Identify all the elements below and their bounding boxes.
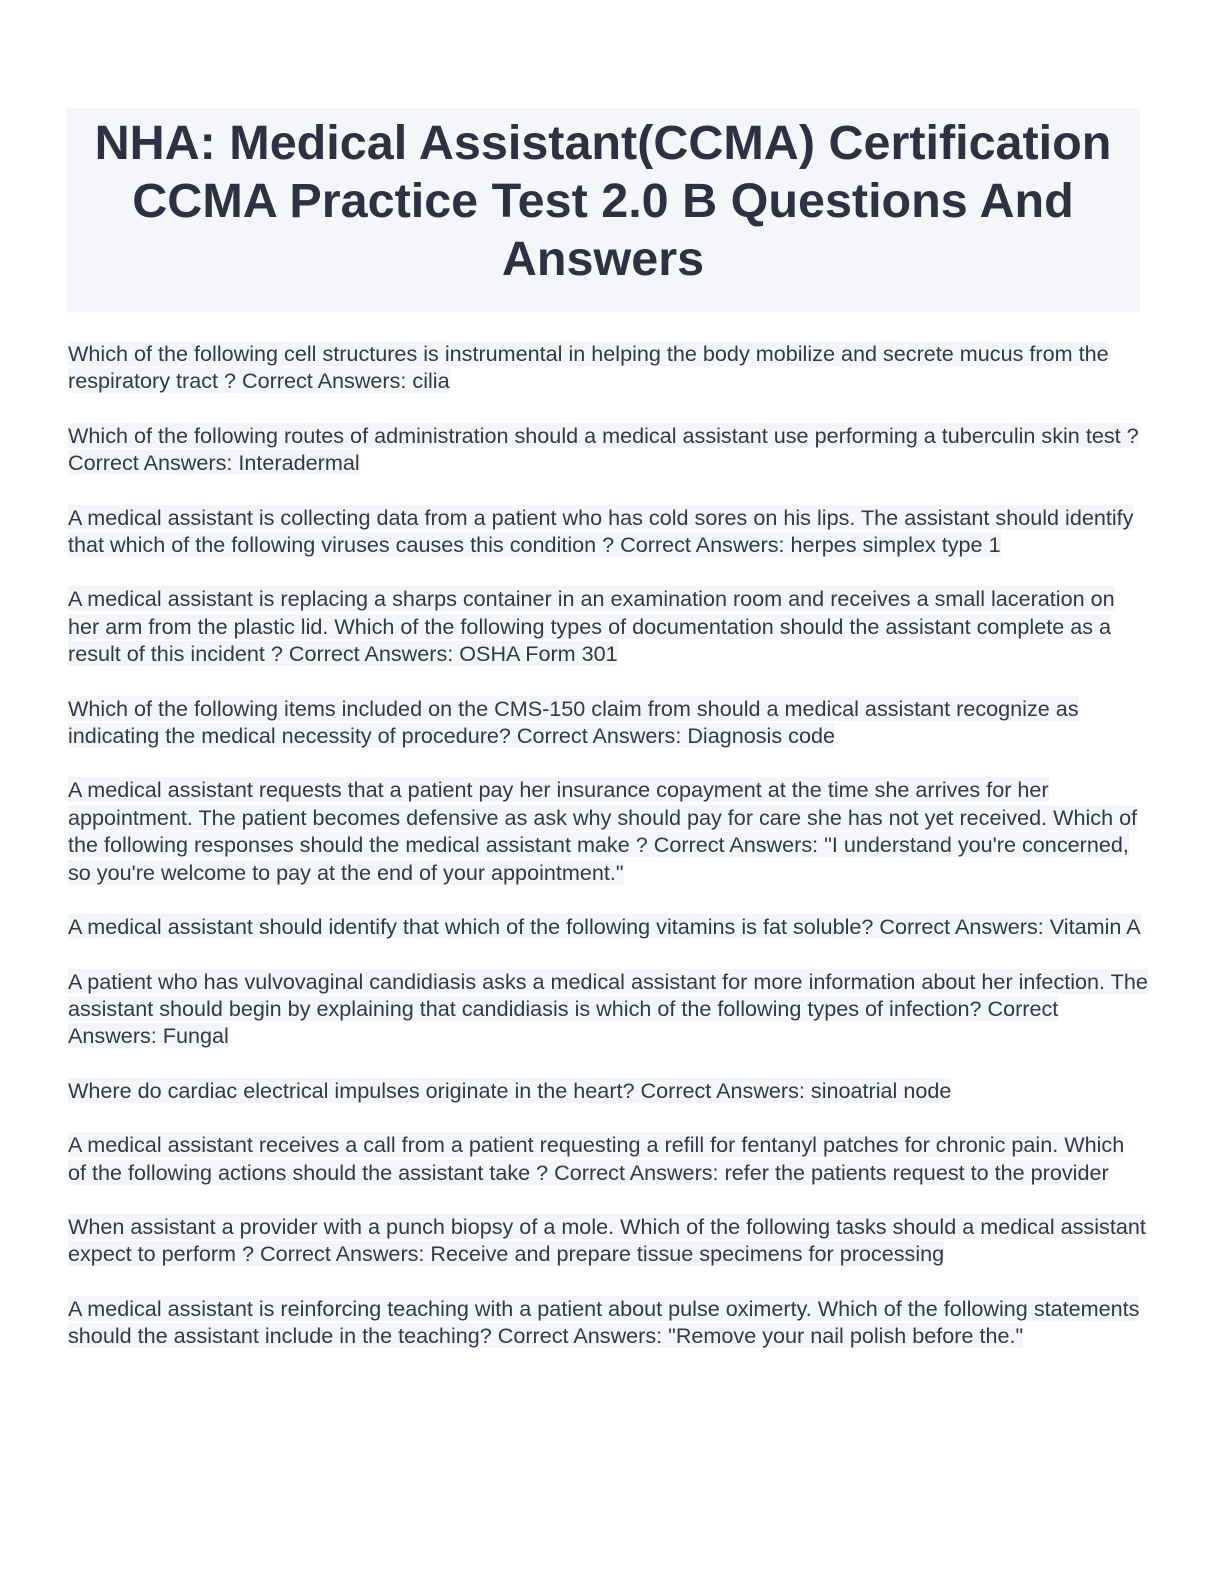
qa-text: A medical assistant is collecting data from a patient who has cold sores on his lips. The assistant should identify that which of the following viruses causes this condition ? Correct Answers: herpes simplex type 1 (68, 504, 1134, 558)
qa-item (68, 695, 1148, 750)
qa-item (68, 422, 1148, 477)
qa-item (68, 340, 1148, 395)
title-banner (66, 108, 1140, 312)
qa-item (68, 1213, 1148, 1268)
qa-text: A medical assistant receives a call from a patient requesting a refill for fentanyl patches for chronic pain. Which of the following actions should the assistant take ? Correct Answers: refer the patients request to the provider (68, 1132, 1125, 1185)
page-title: NHA: Medical Assistant(CCMA) Certification CCMA Practice Test 2.0 B Questions And Answers (94, 116, 1112, 286)
qa-text: A medical assistant requests that a patient pay her insurance copayment at the time she arrives for her appointment. The patient becomes defensive as ask why should pay for care she has not yet received. Which of the following responses should the medical assistant make ? Correct Answers: "I understand you're concerned, so you're welcome to pay at the end of your appointment." (68, 777, 1138, 885)
qa-text: Where do cardiac electrical impulses originate in the heart? Correct Answers: sinoatrial node (68, 1077, 952, 1103)
qa-text: Which of the following cell structures is instrumental in helping the body mobilize and secrete mucus from the respiratory tract ? Correct Answers: cilia (68, 341, 1109, 394)
qa-text: A medical assistant should identify that which of the following vitamins is fat soluble? Correct Answers: Vitamin A (68, 914, 1141, 940)
qa-text: When assistant a provider with a punch biopsy of a mole. Which of the following tasks should a medical assistant expect to perform ? Correct Answers: Receive and prepare tissue specimens for processing (68, 1213, 1146, 1267)
qa-list (68, 340, 1148, 1377)
qa-text: Which of the following items included on the CMS-150 claim from should a medical assistant recognize as indicating the medical necessity of procedure? Correct Answers: Diagnosis code (68, 695, 1079, 749)
qa-text: A patient who has vulvovaginal candidiasis asks a medical assistant for more information about her infection. The assistant should begin by explaining that candidiasis is which of the following types of infection? Correct Answers: Fungal (68, 968, 1148, 1049)
qa-item (68, 1131, 1148, 1186)
qa-item (68, 585, 1148, 667)
qa-item (68, 913, 1148, 940)
qa-item (68, 968, 1148, 1050)
qa-item (68, 1295, 1148, 1350)
qa-text: Which of the following routes of administration should a medical assistant use performing a tuberculin skin test ? Correct Answers: Interadermal (68, 422, 1139, 476)
qa-text: A medical assistant is reinforcing teaching with a patient about pulse oximerty. Which of the following statements should the assistant include in the teaching? Correct Answers: "Remove your nail polish before the." (68, 1295, 1140, 1349)
qa-item (68, 776, 1148, 886)
qa-text: A medical assistant is replacing a sharps container in an examination room and receives a small laceration on her arm from the plastic lid. Which of the following types of documentation should the assistant complete as a result of this incident ? Correct Answers: OSHA Form 301 (68, 586, 1115, 667)
qa-item (68, 504, 1148, 559)
qa-item (68, 1077, 1148, 1104)
